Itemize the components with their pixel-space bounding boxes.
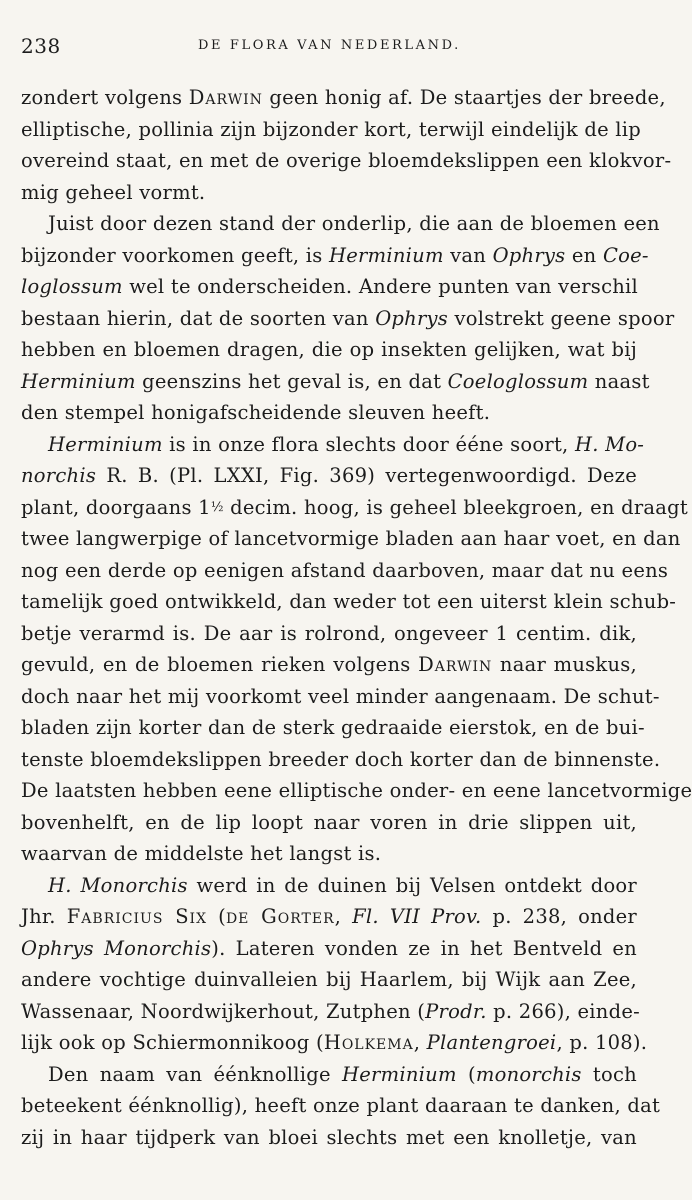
running-title: DE FLORA VAN NEDERLAND. (198, 38, 461, 53)
text-line: mig geheel vormt. (21, 180, 206, 204)
text-line: bladen zijn korter dan de sterk gedraaide eierstok, en de bui- (21, 716, 645, 739)
text-line: bestaan hierin, dat de soorten van Ophrys volstrekt geene spoor (21, 306, 675, 330)
paragraph-start-line: Herminium is in onze flora slechts door ééne soort, H. Mo- (48, 432, 645, 456)
text-line: gevuld, en de bloemen rieken volgens Darwin naar muskus, (21, 653, 638, 676)
text-line: Jhr. Fabricius Six (de Gorter, Fl. VII Prov. p. 238, onder (21, 905, 638, 928)
text-line: De laatsten hebben eene elliptische onder- en eene lancetvormige (21, 779, 692, 802)
text-line: loglossum wel te onderscheiden. Andere punten van verschil (21, 275, 639, 298)
text-line: zondert volgens Darwin geen honig af. De staartjes der breede, (21, 86, 666, 109)
text-line: elliptische, pollinia zijn bijzonder kort, terwijl eindelijk de lip (21, 117, 642, 141)
text-line: Herminium geenszins het geval is, en dat Coeloglossum naast (21, 369, 650, 393)
text-line: waarvan de middelste het langst is. (21, 842, 382, 865)
text-line: doch naar het mij voorkomt veel minder aangenaam. De schut- (21, 684, 660, 708)
text-line: zij in haar tijdperk van bloei slechts met een knolletje, van (21, 1125, 637, 1149)
paragraph-start-line: Juist door dezen stand der onderlip, die aan de bloemen een (48, 212, 660, 235)
text-line: overeind staat, en met de overige bloemdekslippen een klokvor- (21, 149, 672, 172)
text-line: twee langwerpige of lancetvormige bladen aan haar voet, en dan (21, 527, 681, 550)
text-line: norchis R. B. (Pl. LXXI, Fig. 369) vertegenwoordigd. Deze (21, 464, 637, 487)
text-line: betje verarmd is. De aar is rolrond, ongeveer 1 centim. dik, (21, 621, 637, 645)
text-line: tamelijk goed ontwikkeld, dan weder tot een uiterst klein schub- (21, 590, 677, 613)
text-line: Ophrys Monorchis). Lateren vonden ze in het Bentveld en (21, 936, 637, 960)
text-line: bovenhelft, en de lip loopt naar voren in drie slippen uit, (21, 810, 637, 834)
text-line: plant, doorgaans 1½ decim. hoog, is geheel bleekgroen, en draagt (21, 495, 688, 519)
text-line: andere vochtige duinvalleien bij Haarlem, bij Wijk aan Zee, (21, 968, 637, 991)
paragraph-start-line: Den naam van éénknollige Herminium (monorchis toch (48, 1062, 637, 1086)
text-line: hebben en bloemen dragen, die op insekten gelijken, wat bij (21, 338, 637, 361)
page-header (21, 30, 637, 62)
body-text (21, 82, 692, 1153)
text-line: beteekent éénknollig), heeft onze plant daaraan te danken, dat (21, 1094, 661, 1117)
text-line: den stempel honigafscheidende sleuven heeft. (21, 401, 491, 424)
page-number: 238 (21, 34, 61, 58)
text-line: nog een derde op eenigen afstand daarboven, maar dat nu eens (21, 558, 669, 582)
text-line: tenste bloemdekslippen breeder doch korter dan de binnenste. (21, 747, 661, 771)
paragraph-start-line: H. Monorchis werd in de duinen bij Velsen ontdekt door (48, 873, 637, 897)
text-line: lijk ook op Schiermonnikoog (Holkema, Plantengroei, p. 108). (21, 1031, 648, 1054)
text-line: bijzonder voorkomen geeft, is Herminium van Ophrys en Coe- (21, 243, 649, 267)
text-line: Wassenaar, Noordwijkerhout, Zutphen (Prodr. p. 266), einde- (21, 999, 640, 1023)
